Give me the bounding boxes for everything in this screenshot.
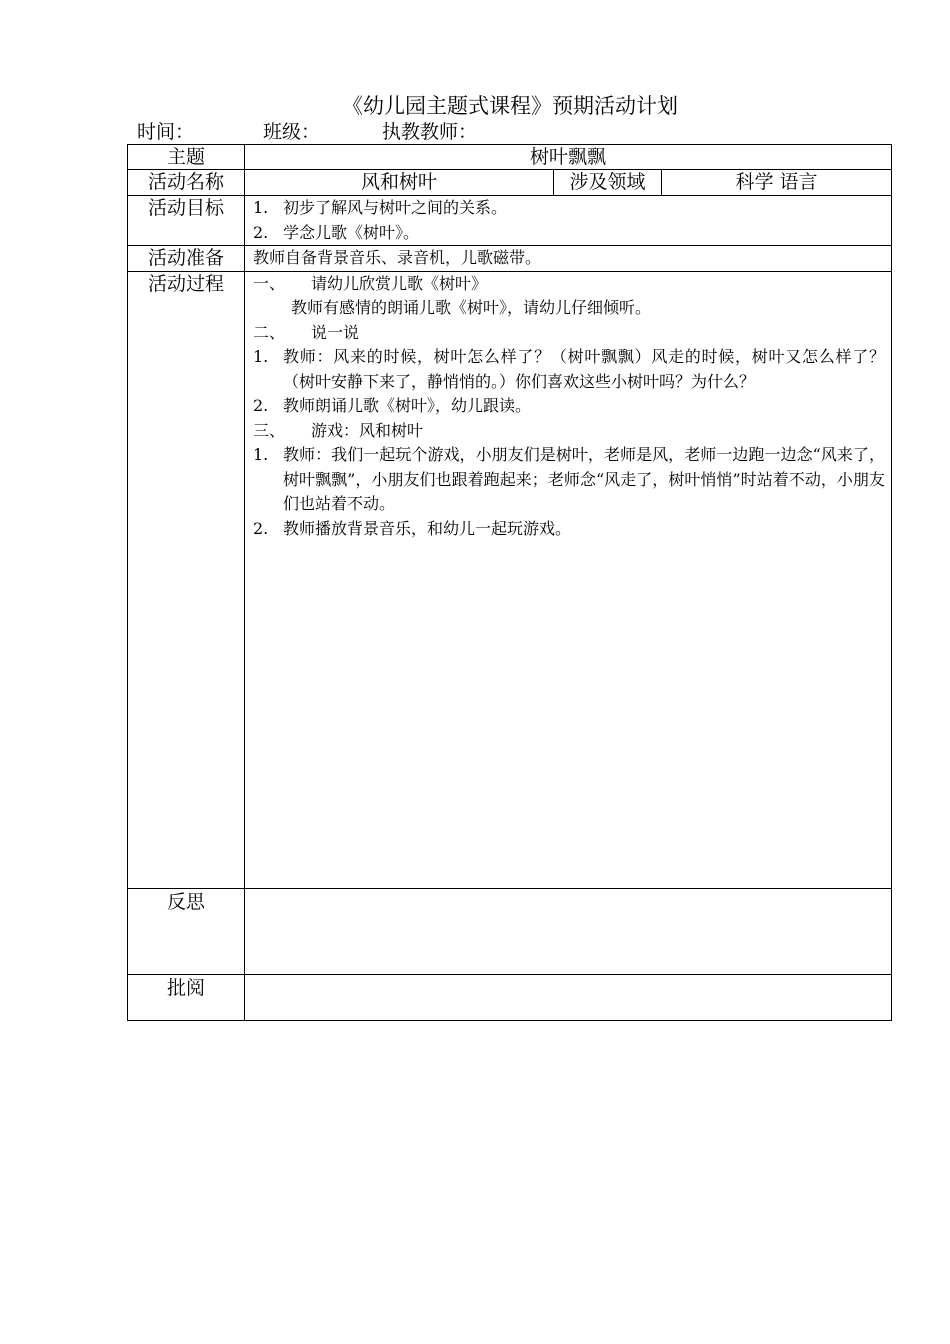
process-item xyxy=(253,443,885,517)
process-content xyxy=(245,271,892,888)
process-item xyxy=(253,517,885,542)
item-text: 教师：我们一起玩个游戏，小朋友们是树叶，老师是风，老师一边跑一边念“风来了，树叶飘飘”，小朋友们也跟着跑起来；老师念“风走了，树叶悄悄”时站着不动，小朋友们也站着不动。 xyxy=(283,445,885,513)
theme-row xyxy=(128,145,892,170)
goal-text: 初步了解风与树叶之间的关系。 xyxy=(283,198,508,217)
goal-number: 2. xyxy=(253,222,269,242)
item-number: 2. xyxy=(253,518,269,538)
review-row xyxy=(128,974,892,1020)
goals-row xyxy=(128,196,892,246)
domain-label: 涉及领域 xyxy=(554,170,662,196)
goals-content xyxy=(245,196,892,246)
activity-name-label: 活动名称 xyxy=(128,170,245,196)
item-number: 1. xyxy=(253,445,269,464)
reflection-label: 反思 xyxy=(128,888,245,974)
section-text: 教师有感情的朗诵儿歌《树叶》，请幼儿仔细倾听。 xyxy=(291,298,652,317)
item-number: 1. xyxy=(253,347,269,366)
process-section xyxy=(253,272,885,297)
item-text: 教师：风来的时候，树叶怎么样了？（树叶飘飘）风走的时候，树叶又怎么样了？（树叶安静下来了，静悄悄的。）你们喜欢这些小树叶吗？为什么？ xyxy=(283,347,885,391)
process-row xyxy=(128,271,892,888)
goal-text: 学念儿歌《树叶》。 xyxy=(283,222,420,242)
review-label: 批阅 xyxy=(128,974,245,1020)
goal-number: 1. xyxy=(253,198,269,217)
section-title: 请幼儿欣赏儿歌《树叶》 xyxy=(311,273,488,293)
item-text: 教师朗诵儿歌《树叶》，幼儿跟读。 xyxy=(283,396,532,415)
reflection-content xyxy=(245,888,892,974)
goal-item xyxy=(253,196,885,221)
domain-value: 科学 语言 xyxy=(662,170,892,196)
process-item xyxy=(253,345,885,394)
item-text: 教师播放背景音乐，和幼儿一起玩游戏。 xyxy=(283,518,572,538)
class-label: 班级： xyxy=(263,121,321,143)
section-title: 说一说 xyxy=(311,322,360,342)
goals-label: 活动目标 xyxy=(128,196,245,246)
theme-value: 树叶飘飘 xyxy=(245,145,892,170)
item-number: 2. xyxy=(253,396,269,415)
prep-content xyxy=(245,246,892,272)
plan-table xyxy=(127,144,892,1021)
reflection-row xyxy=(128,888,892,974)
process-section xyxy=(253,321,885,346)
time-label: 时间： xyxy=(137,121,195,143)
teacher-label: 执教教师： xyxy=(382,121,478,143)
review-content xyxy=(245,974,892,1020)
section-number: 三、 xyxy=(253,420,286,440)
process-section xyxy=(253,419,885,444)
prep-label: 活动准备 xyxy=(128,246,245,272)
process-item xyxy=(253,394,885,419)
prep-row xyxy=(128,246,892,272)
activity-name-value: 风和树叶 xyxy=(245,170,554,196)
section-number: 一、 xyxy=(253,273,286,293)
theme-label: 主题 xyxy=(128,145,245,170)
goal-item xyxy=(253,221,885,246)
activity-name-row xyxy=(128,170,892,196)
section-number: 二、 xyxy=(253,322,286,342)
process-label: 活动过程 xyxy=(128,271,245,888)
document-title: 《幼儿园主题式课程》预期活动计划 xyxy=(342,94,678,118)
section-title: 游戏：风和树叶 xyxy=(311,420,424,440)
prep-value: 教师自备背景音乐、录音机，儿歌磁带。 xyxy=(253,248,542,267)
